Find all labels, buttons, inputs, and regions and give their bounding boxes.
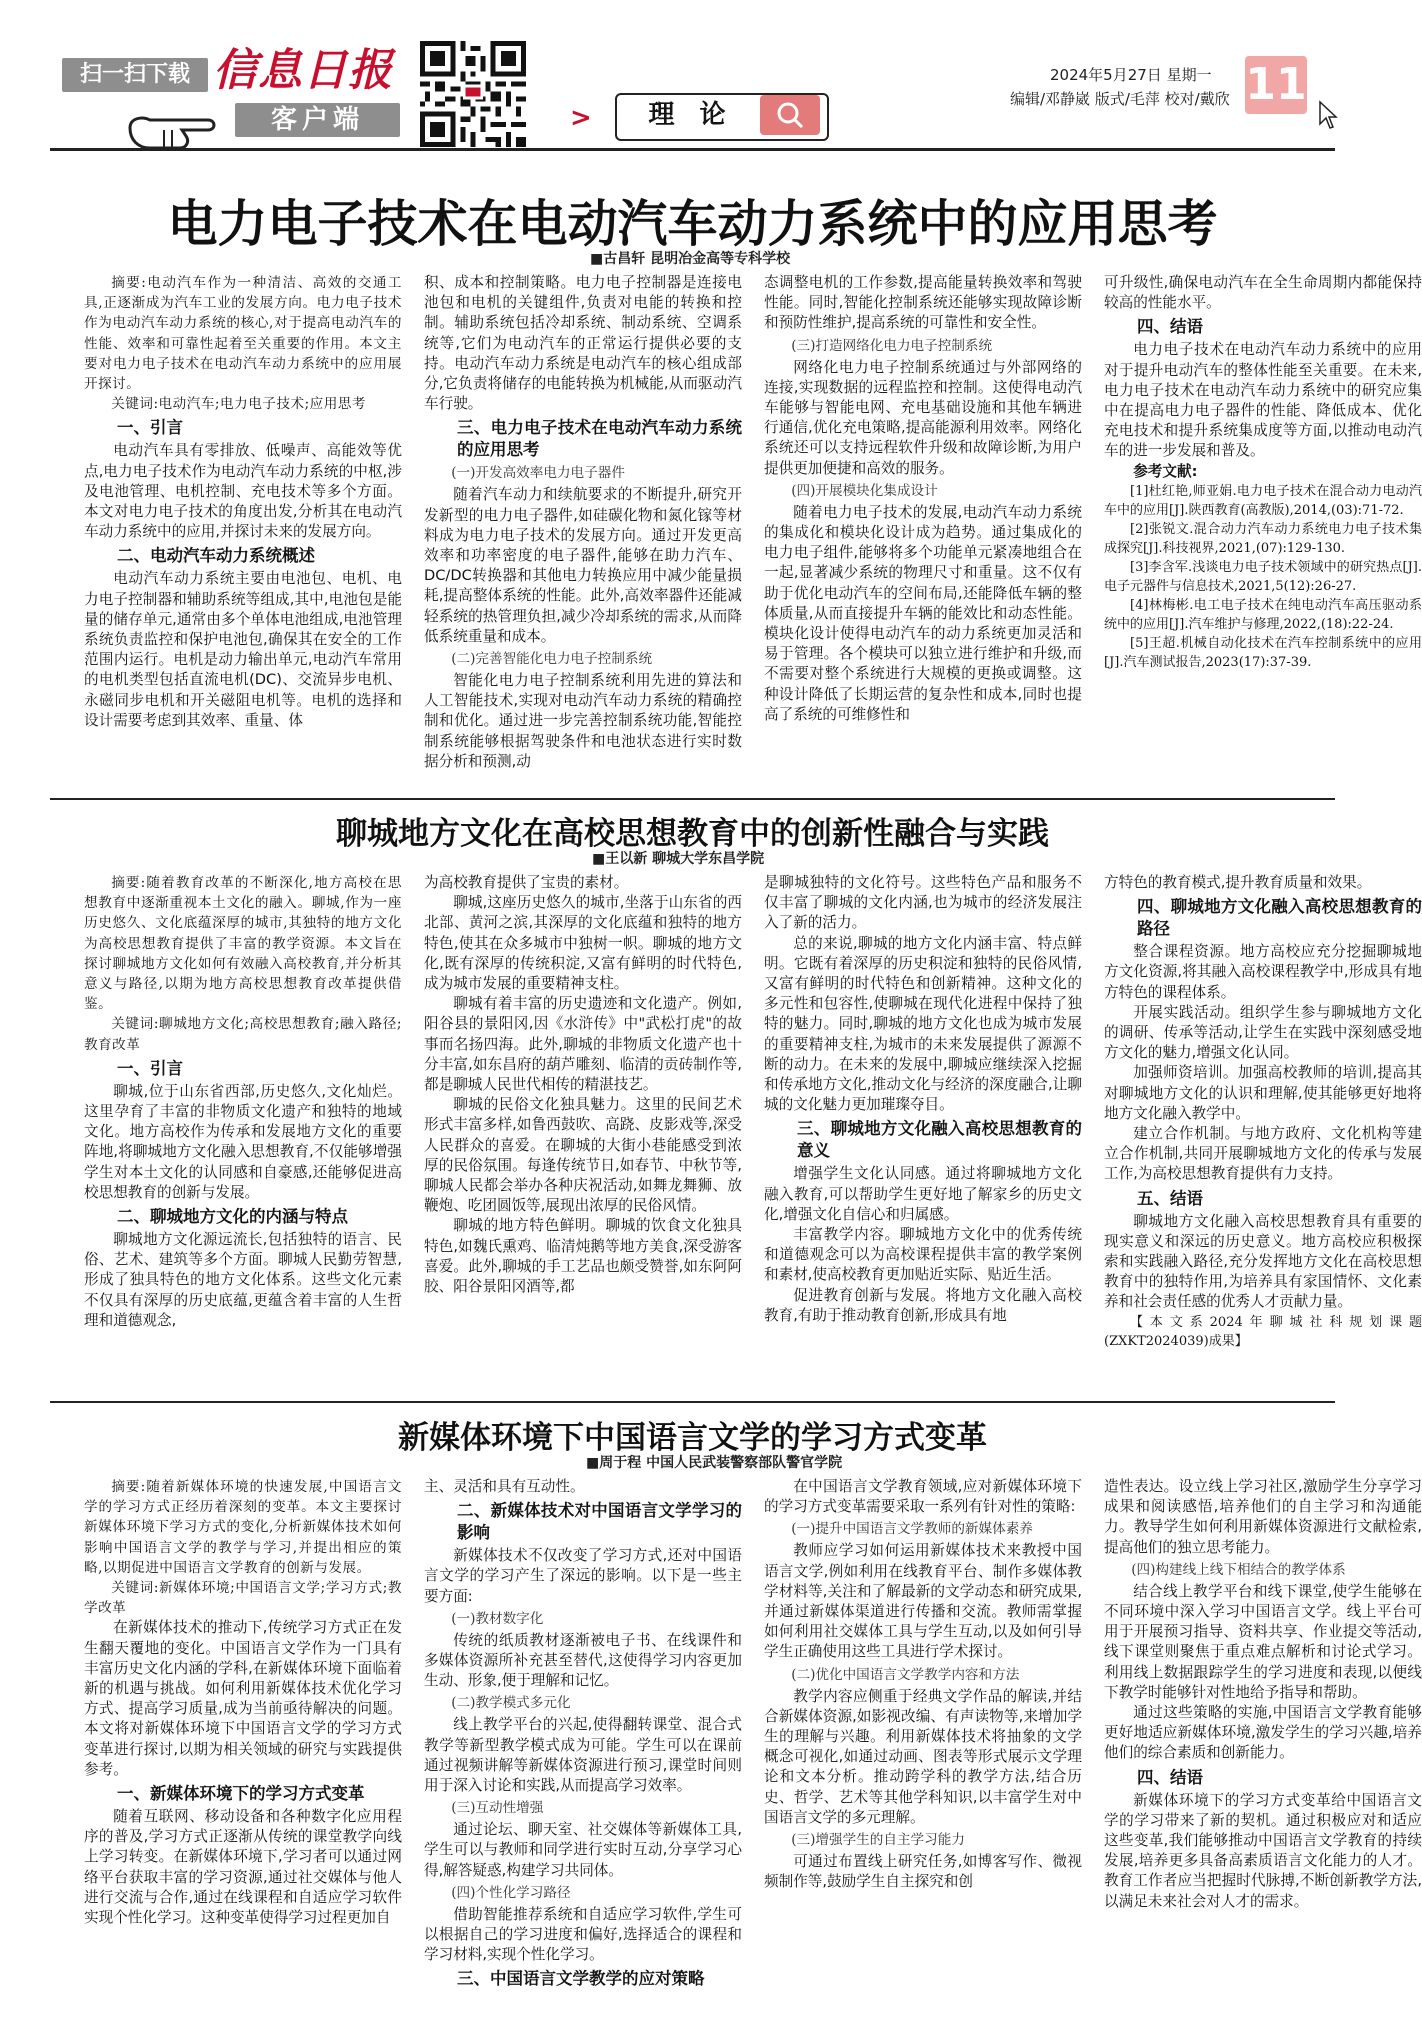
- section-heading: 一、引言: [117, 418, 183, 438]
- section-heading: 三、中国语言文学教学的应对策略: [457, 1969, 705, 1989]
- client-label[interactable]: 客户端: [235, 103, 400, 137]
- body-paragraph: 随着汽车动力和续航要求的不断提升,研究开发新型的电力电子器件,如硅碳化物和氮化镓等材料成为电力电子技术的发展方向。通过开发更高效率和功率密度的电子器件,能够在助力汽车、DC/DC转换器和其他电力转换应用中减少能量损耗,提高整体系统的性能。此外,高效率器件还能减轻系统的热管理负担,减少冷却系统的需求,从而降低系统重量和成本。: [424, 486, 742, 645]
- body-paragraph: 传统的纸质教材逐渐被电子书、在线课件和多媒体资源所补充甚至替代,这使得学习内容更加生动、形象,便于理解和记忆。: [424, 1631, 742, 1690]
- body-paragraph: 是聊城独特的文化符号。这些特色产品和服务不仅丰富了聊城的文化内涵,也为城市的经济发展注入了新的活力。: [764, 874, 1082, 932]
- abstract-paragraph: 关键词:聊城地方文化;高校思想教育;融入路径;教育改革: [84, 1016, 402, 1053]
- header-rule: [50, 148, 1335, 151]
- article-column: [424, 273, 742, 793]
- search-button[interactable]: [760, 95, 820, 135]
- subsection-heading: (四)开展模块化集成设计: [791, 482, 938, 499]
- article-column: [764, 273, 1082, 793]
- section-heading: 一、引言: [117, 1058, 183, 1078]
- abstract-paragraph: 摘要:随着教育改革的不断深化,地方高校在思想教育中逐渐重视本土文化的融入。聊城,作为一座历史悠久、文化底蕴深厚的城市,其独特的地方文化为高校思想教育提供了丰富的教学资源。本文旨在探讨聊城地方文化如何有效融入高校教育,并分析其意义与路径,以期为地方高校思想教育改革提供借鉴。: [84, 875, 402, 1013]
- body-paragraph: 积、成本和控制策略。电力电子控制器是连接电池包和电机的关键组件,负责对电能的转换和控制。辅助系统包括冷却系统、制动系统、空调系统等,它们为电动汽车的正常运行提供必要的支持。电动汽车动力系统是电动汽车的核心组成部分,它负责将储存的电能转换为机械能,从而驱动汽车行驶。: [424, 274, 742, 413]
- article-title: 电力电子技术在电动汽车动力系统中的应用思考: [167, 195, 1218, 253]
- body-paragraph: 可通过布置线上研究任务,如博客写作、微视频制作等,鼓励学生自主探究和创: [764, 1853, 1082, 1891]
- section-heading: 四、聊城地方文化融入高校思想教育的路径: [1137, 897, 1422, 939]
- body-paragraph: 在中国语言文学教育领域,应对新媒体环境下的学习方式变革需要采取一系列有针对性的策略:: [764, 1478, 1082, 1516]
- article-author: ■王以新 聊城大学东昌学院: [592, 851, 765, 867]
- body-paragraph: 聊城的民俗文化独具魅力。这里的民间艺术形式丰富多样,如鲁西鼓吹、高跷、皮影戏等,深受人民群众的喜爱。在聊城的大街小巷能感受到浓厚的民俗氛围。每逢传统节日,如春节、中秋节等,聊城人民都会举办各种庆祝活动,如舞龙舞狮、放鞭炮、吃团圆饭等,展现出浓厚的民俗风情。: [424, 1096, 742, 1215]
- article-author: ■古昌轩 昆明冶金高等专科学校: [590, 251, 791, 267]
- article-column: [84, 1477, 402, 2033]
- section-heading: 四、结语: [1137, 317, 1203, 337]
- brand-logo: 信息日报: [213, 45, 393, 96]
- body-paragraph: 聊城,位于山东省西部,历史悠久,文化灿烂。这里孕育了丰富的非物质文化遗产和独特的地域文化。地方高校作为传承和发展地方文化的重要阵地,将聊城地方文化融入思想教育,不仅能够增强学生对本土文化的认同感和自豪感,还能够促进高校思想教育的创新与发展。: [84, 1082, 402, 1201]
- article-column: [1104, 1477, 1422, 2033]
- body-paragraph: 总的来说,聊城的地方文化内涵丰富、特点鲜明。它既有着深厚的历史积淀和独特的民俗风情,又富有鲜明的时代特色和创新精神。这种文化的多元性和包容性,使聊城在现代化进程中保持了独特的魅力。同时,聊城的地方文化也成为城市发展的重要精神支柱,为城市的未来发展提供了源源不断的动力。在未来的发展中,聊城应继续深入挖掘和传承地方文化,推动文化与经济的深度融合,让聊城的文化魅力更加璀璨夺目。: [764, 934, 1082, 1114]
- reference-item: [5]王超.机械自动化技术在汽车控制系统中的应用[J].汽车测试报告,2023(17):37-39.: [1104, 635, 1422, 670]
- article-column: [84, 273, 402, 793]
- page-number: 11: [1245, 56, 1307, 114]
- subsection-heading: (三)互动性增强: [451, 1800, 544, 1817]
- editor-credits: 编辑/邓静崴 版式/毛萍 校对/戴欣: [1010, 90, 1230, 108]
- article-author: ■周于程 中国人民武装警察部队警官学院: [586, 1455, 843, 1471]
- section-heading: 二、电动汽车动力系统概述: [117, 546, 315, 566]
- body-paragraph: 教师应学习如何运用新媒体技术来教授中国语言文学,例如利用在线教育平台、制作多媒体教学材料等,关注和了解最新的文学动态和研究成果,并通过新媒体渠道进行传播和交流。教师需掌握如何利用社交媒体工具与学生互动,以及如何引导学生正确使用这些工具进行学术探讨。: [764, 1542, 1082, 1661]
- body-paragraph: 开展实践活动。组织学生参与聊城地方文化的调研、传承等活动,让学生在实践中深刻感受地方文化的魅力,增强文化认同。: [1104, 1003, 1422, 1062]
- article-column: [424, 873, 742, 1395]
- abstract-paragraph: 摘要:电动汽车作为一种清洁、高效的交通工具,正逐渐成为汽车工业的发展方向。电力电子技术作为电动汽车动力系统的核心,对于提高电动汽车的性能、效率和可靠性起着至关重要的作用。本文主要对电力电子技术在电动汽车动力系统中的应用展开探讨。: [84, 275, 402, 393]
- reference-item: [4]林梅彬.电工电子技术在纯电动汽车高压驱动系统中的应用[J].汽车维护与修理,2022,(18):22-24.: [1104, 597, 1422, 632]
- body-paragraph: 增强学生文化认同感。通过将聊城地方文化融入教育,可以帮助学生更好地了解家乡的历史文化,增强文化自信心和归属感。: [764, 1165, 1082, 1223]
- body-paragraph: 随着电力电子技术的发展,电动汽车动力系统的集成化和模块化设计成为趋势。通过集成化的电力电子组件,能够将多个功能单元紧凑地组合在一起,显著减少系统的物理尺寸和重量。这不仅有助于优化电动汽车的空间布局,还能降低车辆的整体质量,从而直接提升车辆的能效比和动态性能。模块化设计使得电动汽车的动力系统更加灵活和易于管理。各个模块可以独立进行维护和升级,而不需要对整个系统进行大规模的更换或调整。这种设计降低了长期运营的复杂性和成本,同时也提高了系统的可维修性和: [764, 503, 1082, 723]
- article-column: [1104, 273, 1422, 793]
- article-body: [84, 1477, 1422, 2033]
- subsection-heading: (四)个性化学习路径: [451, 1884, 571, 1901]
- section-label: 理 论: [648, 100, 734, 130]
- article-divider: [50, 798, 1335, 800]
- body-paragraph: 通过论坛、聊天室、社交媒体等新媒体工具,学生可以与教师和同学进行实时互动,分享学习心得,解答疑惑,构建学习共同体。: [424, 1821, 742, 1879]
- article-body: [84, 273, 1422, 793]
- section-heading: 一、新媒体环境下的学习方式变革: [117, 1784, 365, 1804]
- body-paragraph: 教学内容应侧重于经典文学作品的解读,并结合新媒体资源,如影视改编、有声读物等,来增加学生的理解与兴趣。利用新媒体技术将抽象的文学概念可视化,如通过动画、图表等形式展示文学理论和文本分析。推动跨学科的教学方法,结合历史、哲学、艺术等其他学科知识,以丰富学生对中国语言文学的多元理解。: [764, 1687, 1082, 1826]
- reference-item: [2]张锐文.混合动力汽车动力系统电力电子技术集成探究[J].科技视界,2021,(07):129-130.: [1104, 521, 1422, 556]
- abstract-paragraph: 摘要:随着新媒体环境的快速发展,中国语言文学的学习方式正经历着深刻的变革。本文主要探讨新媒体环境下学习方式的变化,分析新媒体技术如何影响中国语言文学的教学与学习,并提出相应的策略,以期促进中国语言文学教育的创新与发展。: [84, 1479, 402, 1576]
- qr-code-icon[interactable]: [420, 41, 526, 147]
- body-paragraph: 可升级性,确保电动汽车在全生命周期内都能保持较高的性能水平。: [1104, 274, 1422, 312]
- body-paragraph: 通过这些策略的实施,中国语言文学教育能够更好地适应新媒体环境,激发学生的学习兴趣,培养他们的综合素质和创新能力。: [1104, 1704, 1422, 1762]
- section-heading: 五、结语: [1137, 1188, 1203, 1208]
- body-paragraph: 加强师资培训。加强高校教师的培训,提高其对聊城地方文化的认识和理解,使其能够更好地将地方文化融入教学中。: [1104, 1064, 1422, 1122]
- abstract-paragraph: 关键词:电动汽车;电力电子技术;应用思考: [111, 396, 367, 413]
- body-paragraph: 聊城有着丰富的历史遗迹和文化遗产。例如,阳谷县的景阳冈,因《水浒传》中"武松打虎"的故事而名扬四海。此外,聊城的非物质文化遗产也十分丰富,如东昌府的葫芦雕刻、临清的贡砖制作等,都是聊城人民世代相传的精湛技艺。: [424, 995, 742, 1094]
- body-paragraph: 线上教学平台的兴起,使得翻转课堂、混合式教学等新型教学模式成为可能。学生可以在课前通过视频讲解等新媒体资源进行预习,课堂时间则用于深入讨论和实践,从而提高学习效率。: [424, 1716, 742, 1795]
- body-paragraph: 电动汽车具有零排放、低噪声、高能效等优点,电力电子技术作为电动汽车动力系统的中枢,涉及电池管理、电机控制、充电技术等多个方面。本文对电力电子技术的角度出发,分析其在电动汽车动力系统中的应用,并探讨未来的发展方向。: [84, 442, 402, 541]
- body-paragraph: 促进教育创新与发展。将地方文化融入高校教育,有助于推动教育创新,形成具有地: [764, 1286, 1082, 1324]
- body-paragraph: 电动汽车动力系统主要由电池包、电机、电力电子控制器和辅助系统等组成,其中,电池包是能量的储存单元,通常由多个单体电池组成,电池管理系统负责监控和保护电池包,确保其在安全的工作范围内运行。电机是动力输出单元,电动汽车常用的电机类型包括直流电机(DC)、交流异步电机、永磁同步电机和开关磁阻电机等。电机的选择和设计需要考虑到其效率、重量、体: [84, 570, 402, 729]
- section-heading: 三、电力电子技术在电动汽车动力系统的应用思考: [457, 418, 742, 460]
- search-icon: [760, 95, 820, 135]
- body-paragraph: 智能化电力电子控制系统利用先进的算法和人工智能技术,实现对电动汽车动力系统的精确控制和优化。通过进一步完善控制系统功能,智能控制系统能够根据驾驶条件和电池状态进行实时数据分析和预测,动: [424, 672, 742, 770]
- chevron-right-icon: >: [570, 103, 592, 133]
- body-paragraph: 聊城地方文化源远流长,包括独特的语言、民俗、艺术、建筑等多个方面。聊城人民勤劳智慧,形成了独具特色的地方文化体系。这些文化元素不仅具有深厚的历史底蕴,更蕴含着丰富的人生哲理和道德观念,: [84, 1231, 402, 1329]
- mouse-cursor-icon: [1318, 100, 1338, 130]
- body-paragraph: 为高校教育提供了宝贵的素材。: [424, 874, 629, 891]
- body-paragraph: 造性表达。设立线上学习社区,激励学生分享学习成果和阅读感悟,培养他们的自主学习和沟通能力。教导学生如何利用新媒体资源进行文献检索,提高他们的独立思考能力。: [1104, 1478, 1422, 1556]
- section-heading: 四、结语: [1137, 1767, 1203, 1787]
- subsection-heading: (一)提升中国语言文学教师的新媒体素养: [791, 1521, 1033, 1538]
- body-paragraph: 网络化电力电子控制系统通过与外部网络的连接,实现数据的远程监控和控制。这使得电动汽车能够与智能电网、充电基础设施和其他车辆进行通信,优化充电策略,提高能源利用效率。网络化系统还可以支持远程软件升级和故障诊断,为用户提供更加便捷和高效的服务。: [764, 358, 1082, 477]
- body-paragraph: 在新媒体技术的推动下,传统学习方式正在发生翻天覆地的变化。中国语言文学作为一门具有丰富历史文化内涵的学科,在新媒体环境下面临着新的机遇与挑战。如何利用新媒体技术优化学习方式、提高学习质量,成为当前亟待解决的问题。本文将对新媒体环境下中国语言文学的学习方式变革进行探讨,以期为相关领域的研究与实践提供参考。: [84, 1619, 402, 1778]
- body-paragraph: 建立合作机制。与地方政府、文化机构等建立合作机制,共同开展聊城地方文化的传承与发展工作,为高校思想教育提供有力支持。: [1104, 1125, 1422, 1183]
- subsection-heading: (二)优化中国语言文学教学内容和方法: [791, 1666, 1020, 1683]
- section-heading: 二、新媒体技术对中国语言文学学习的影响: [457, 1501, 742, 1543]
- section-heading: 二、聊城地方文化的内涵与特点: [117, 1207, 348, 1227]
- body-paragraph: 主、灵活和具有互动性。: [424, 1478, 585, 1495]
- subsection-heading: (三)打造网络化电力电子控制系统: [791, 337, 993, 354]
- body-paragraph: 态调整电机的工作参数,提高能量转换效率和驾驶性能。同时,智能化控制系统还能够实现故障诊断和预防性维护,提高系统的可靠性和安全性。: [764, 274, 1082, 332]
- body-paragraph: 参考文献:: [1133, 462, 1198, 480]
- body-paragraph: 聊城地方文化融入高校思想教育具有重要的现实意义和深远的历史意义。地方高校应积极探索和实践融入路径,充分发挥地方文化在高校思想教育中的独特作用,为培养具有家国情怀、文化素养和社会责任感的优秀人才贡献力量。: [1104, 1212, 1422, 1311]
- scan-download-label[interactable]: 扫一扫下载: [62, 58, 208, 92]
- body-paragraph: 聊城的地方特色鲜明。聊城的饮食文化独具特色,如魏氏熏鸡、临清炖鹅等地方美食,深受游客喜爱。此外,聊城的手工艺品也颇受赞誉,如东阿阿胶、阳谷景阳冈酒等,都: [424, 1217, 742, 1296]
- subsection-heading: (一)教材数字化: [451, 1610, 544, 1627]
- reference-item: 【本文系2024年聊城社科规划课题(ZXKT2024039)成果】: [1104, 1314, 1422, 1349]
- subsection-heading: (一)开发高效率电力电子器件: [451, 465, 625, 482]
- abstract-paragraph: 关键词:新媒体环境;中国语言文学;学习方式;教学改革: [84, 1580, 402, 1617]
- body-paragraph: 新媒体环境下的学习方式变革给中国语言文学的学习带来了新的契机。通过积极应对和适应这些变革,我们能够推动中国语言文学教育的持续发展,培养更多具备高素质语言文化能力的人才。教育工作者应当把握时代脉搏,不断创新教学方法,以满足未来社会对人才的需求。: [1104, 1791, 1422, 1910]
- body-paragraph: 聊城,这座历史悠久的城市,坐落于山东省的西北部、黄河之滨,其深厚的文化底蕴和独特的地方特色,使其在众多城市中独树一帜。聊城的地方文化,既有深厚的传统积淀,又富有鲜明的时代特色,成为城市发展的重要精神支柱。: [424, 894, 742, 993]
- body-paragraph: 结合线上教学平台和线下课堂,使学生能够在不同环境中深入学习中国语言文学。线上平台可用于开展预习指导、资料共享、作业提交等活动,线下课堂则聚焦于重点难点解析和讨论式学习。利用线上数据跟踪学生的学习进度和表现,以便线下教学时能够针对性地给予指导和帮助。: [1104, 1582, 1422, 1701]
- body-paragraph: 随着互联网、移动设备和各种数字化应用程序的普及,学习方式正逐渐从传统的课堂教学向线上学习转变。在新媒体环境下,学习者可以通过网络平台获取丰富的学习资源,通过社交媒体与他人进行交流与合作,通过在线课程和自适应学习软件实现个性化学习。这种变革使得学习过程更加自: [84, 1808, 402, 1927]
- reference-item: [3]李含军.浅谈电力电子技术领域中的研究热点[J].电子元器件与信息技术,2021,5(12):26-27.: [1104, 559, 1422, 594]
- article-title: 新媒体环境下中国语言文学的学习方式变革: [398, 1420, 987, 1456]
- article-column: [764, 873, 1082, 1395]
- article-column: [424, 1477, 742, 2033]
- body-paragraph: 方特色的教育模式,提升教育质量和效果。: [1104, 874, 1372, 891]
- body-paragraph: 丰富教学内容。聊城地方文化中的优秀传统和道德观念可以为高校课程提供丰富的教学案例和素材,使高校教育更加贴近实际、贴近生活。: [764, 1226, 1082, 1284]
- reference-item: [1]杜红艳,师亚娟.电力电子技术在混合动力电动汽车中的应用[J].陕西教育(高教版),2014,(03):71-72.: [1104, 483, 1422, 518]
- body-paragraph: 电力电子技术在电动汽车动力系统中的应用对于提升电动汽车的整体性能至关重要。在未来,电力电子技术在电动汽车动力系统中的研究应集中在提高电力电子器件的性能、降低成本、优化充电技术和提升系统集成度等方面,以推动电动汽车的进一步发展和普及。: [1104, 341, 1422, 460]
- article-column: [764, 1477, 1082, 2033]
- article-column: [84, 873, 402, 1395]
- section-heading: 三、聊城地方文化融入高校思想教育的意义: [797, 1119, 1082, 1161]
- subsection-heading: (三)增强学生的自主学习能力: [791, 1832, 965, 1849]
- body-paragraph: 借助智能推荐系统和自适应学习软件,学生可以根据自己的学习进度和偏好,选择适合的课程和学习材料,实现个性化学习。: [424, 1905, 742, 1964]
- subsection-heading: (四)构建线上线下相结合的教学体系: [1131, 1561, 1346, 1578]
- article-title: 聊城地方文化在高校思想教育中的创新性融合与实践: [336, 816, 1049, 852]
- body-paragraph: 整合课程资源。地方高校应充分挖掘聊城地方文化资源,将其融入高校课程教学中,形成具有地方特色的课程体系。: [1104, 943, 1422, 1001]
- subsection-heading: (二)完善智能化电力电子控制系统: [451, 651, 653, 668]
- masthead: [0, 0, 1385, 175]
- issue-date: 2024年5月27日 星期一: [1050, 66, 1212, 84]
- article-body: [84, 873, 1422, 1395]
- article-column: [1104, 873, 1422, 1395]
- subsection-heading: (二)教学模式多元化: [451, 1695, 571, 1712]
- article-divider: [50, 1401, 1335, 1403]
- body-paragraph: 新媒体技术不仅改变了学习方式,还对中国语言文学的学习产生了深远的影响。以下是一些主要方面:: [424, 1547, 742, 1605]
